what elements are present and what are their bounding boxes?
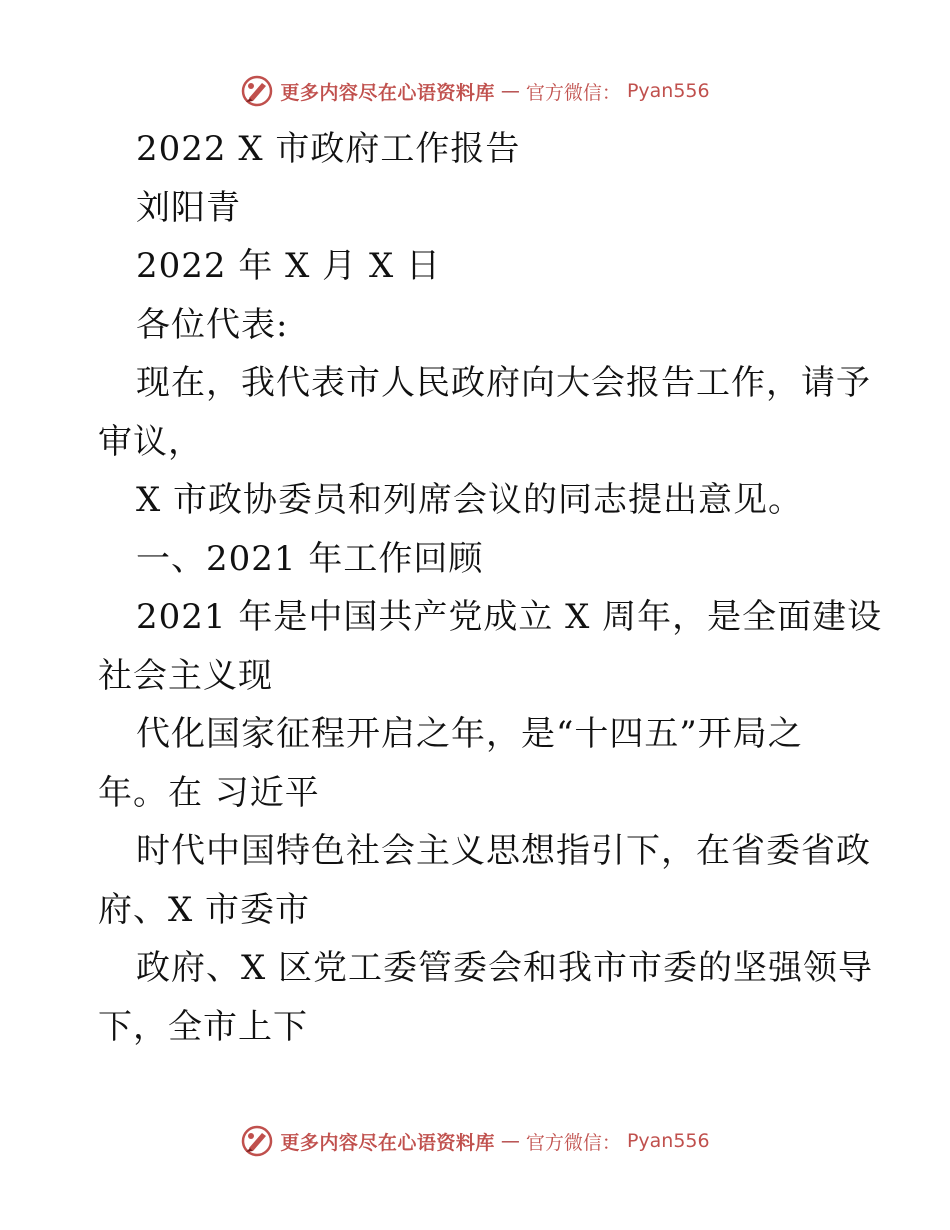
watermark-contact-id: Pyan556 <box>626 1130 710 1152</box>
paragraph-line: 时代中国特色社会主义思想指引下，在省委省政 <box>136 831 871 871</box>
report-date: 2022 年 X 月 X 日 <box>136 246 441 286</box>
paragraph-line: 代化国家征程开启之年，是“十四五”开局之 <box>136 714 803 754</box>
document-title: 2022 X 市政府工作报告 <box>136 129 521 169</box>
paragraph-line: X 市政协委员和列席会议的同志提出意见。 <box>136 480 804 520</box>
watermark-header <box>0 71 950 111</box>
watermark-separator: — <box>500 80 520 102</box>
section-heading: 一、2021 年工作回顾 <box>136 538 484 579</box>
watermark-text: 更多内容尽在心语资料库 <box>280 81 495 104</box>
paragraph-line: 政府、X 区党工委管委会和我市市委的坚强领导 <box>136 948 874 988</box>
pen-logo-icon <box>240 1124 274 1158</box>
paragraph-line: 现在，我代表市人民政府向大会报告工作，请予 <box>136 363 871 403</box>
document-body <box>98 120 883 1056</box>
paragraph-line: 年。在 习近平 <box>98 772 320 813</box>
paragraph-line: 府、X 市委市 <box>98 889 311 930</box>
author-name: 刘阳青 <box>136 187 241 228</box>
watermark-contact-id: Pyan556 <box>626 80 710 102</box>
paragraph-line: 2021 年是中国共产党成立 X 周年，是全面建设 <box>136 597 883 637</box>
watermark-contact-label: 官方微信： <box>525 1131 621 1154</box>
pen-logo-icon <box>240 74 274 108</box>
watermark-footer <box>0 1121 950 1161</box>
paragraph-line: 社会主义现 <box>98 655 273 696</box>
watermark-contact-label: 官方微信： <box>525 81 621 104</box>
watermark-separator: — <box>500 1130 520 1152</box>
salutation: 各位代表: <box>136 304 289 345</box>
paragraph-line: 下，全市上下 <box>98 1006 308 1047</box>
paragraph-line: 审议， <box>98 421 203 462</box>
watermark-text: 更多内容尽在心语资料库 <box>280 1131 495 1154</box>
